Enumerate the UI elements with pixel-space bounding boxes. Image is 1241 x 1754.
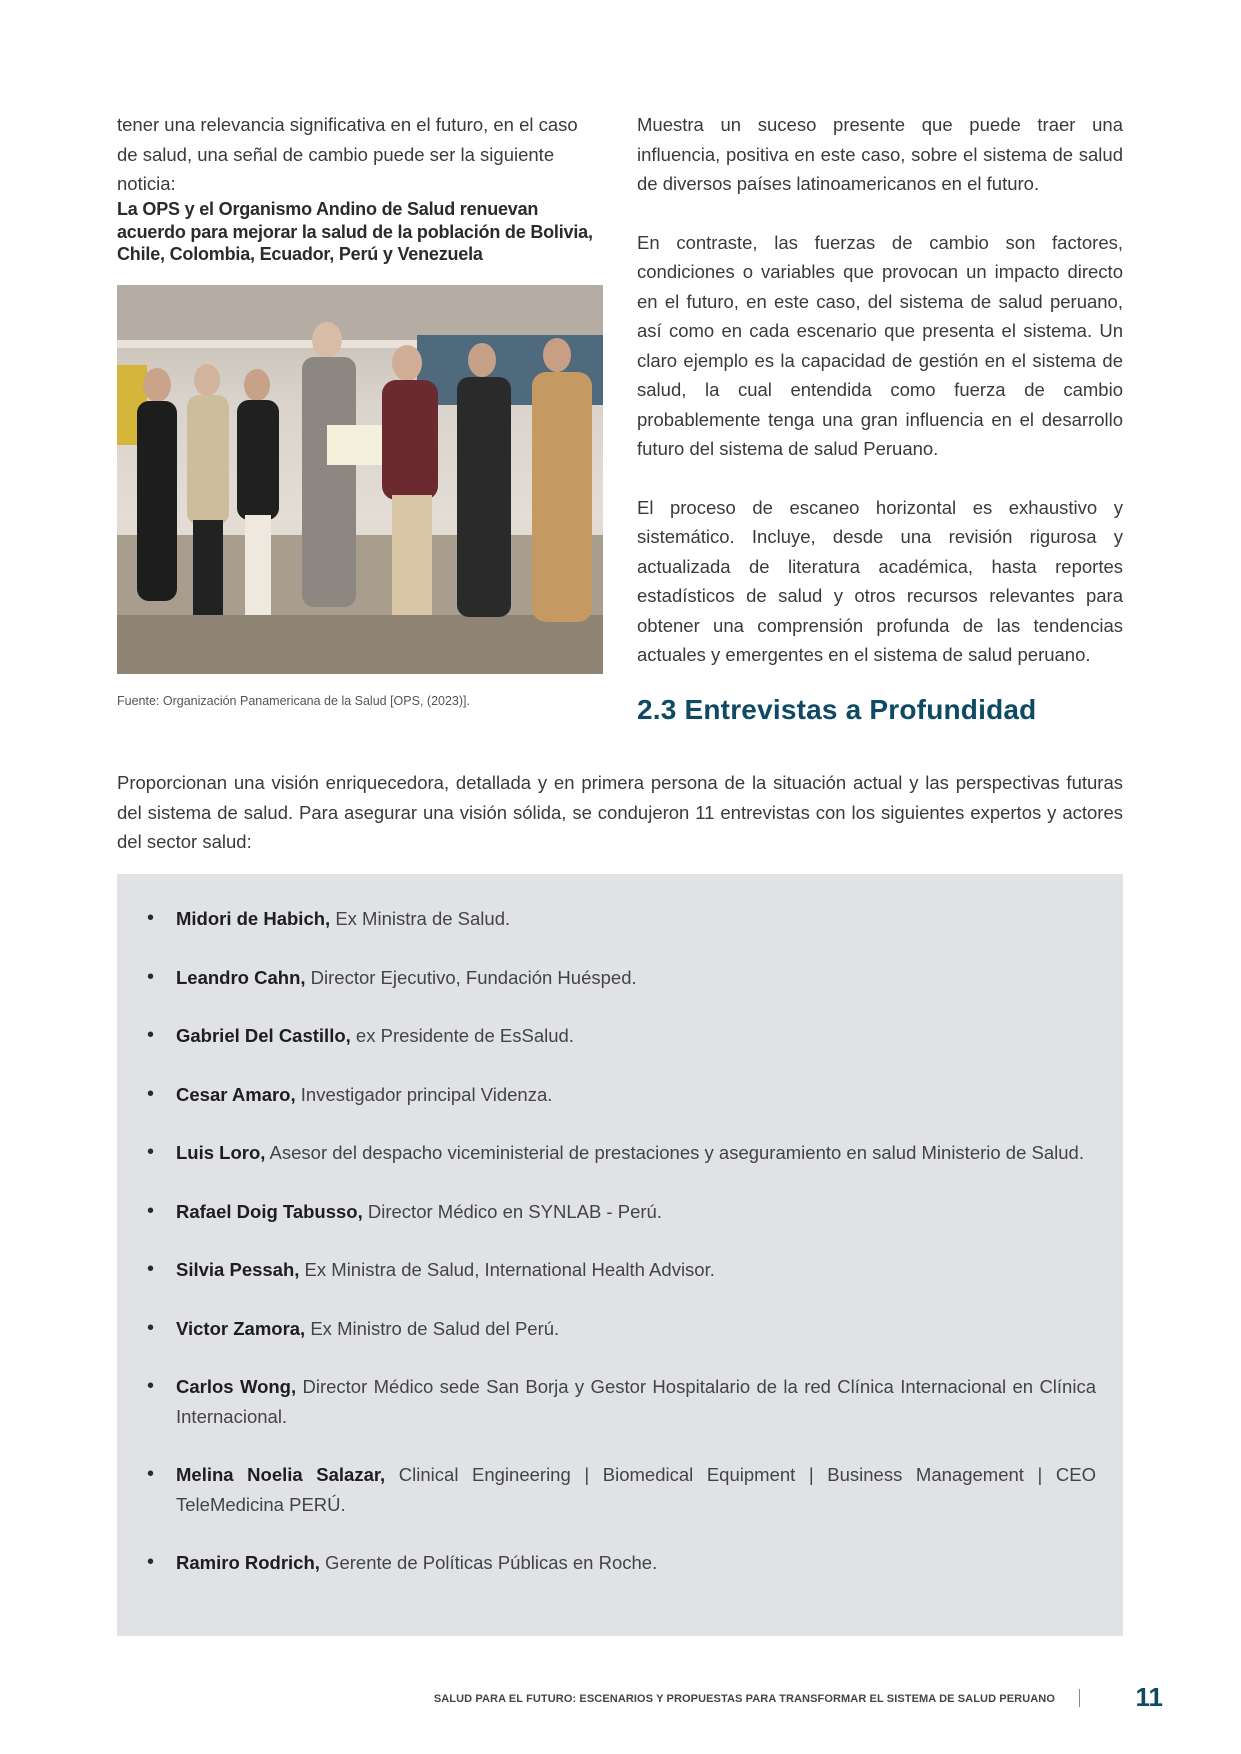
page-number: 11 — [1135, 1682, 1163, 1712]
expert-name: Midori de Habich, — [176, 908, 331, 929]
expert-role: Ex Ministra de Salud, International Health Advisor. — [299, 1259, 715, 1280]
list-item — [176, 1138, 1096, 1168]
expert-role: Gerente de Políticas Públicas en Roche. — [319, 1552, 658, 1573]
list-item — [176, 1314, 1096, 1344]
expert-role: Clinical Engineering | Biomedical Equipment | Business Management | CEO TeleMedicina PERÚ. — [176, 1464, 1097, 1515]
list-item — [176, 1548, 1096, 1578]
section-title: 2.3 Entrevistas a Profundidad — [637, 694, 1037, 725]
section-intro: Proporcionan una visión enriquecedora, detallada y en primera persona de la situación actual y las perspectivas futuras del sistema de salud. Para asegurar una visión sólida, se condujeron 11 entrevistas con los siguientes expertos y actores del sector salud: — [117, 772, 1123, 852]
news-headline: La OPS y el Organismo Andino de Salud renuevan acuerdo para mejorar la salud de la población de Bolivia, Chile, Colombia, Ecuador, Perú y Venezuela — [117, 199, 593, 264]
right-paragraph-3: El proceso de escaneo horizontal es exhaustivo y sistemático. Incluye, desde una revisión rigurosa y actualizada de literatura académica, hasta reportes estadísticos de salud y otros recursos relevantes para obtener una comprensión profunda de las tendencias actuales y emergentes en el sistema de salud peruano. — [637, 496, 1123, 665]
footer-title: SALUD PARA EL FUTURO: ESCENARIOS Y PROPUESTAS PARA TRANSFORMAR EL SISTEMA DE SALUD PERUANO — [433, 1693, 1055, 1705]
expert-name: Cesar Amaro, — [176, 1083, 296, 1105]
expert-name: Melina Noelia Salazar, — [176, 1464, 386, 1485]
expert-name: Silvia Pessah, — [176, 1259, 300, 1280]
footer-divider — [1079, 1689, 1080, 1707]
expert-name: Luis Loro, — [176, 1142, 266, 1163]
news-photo — [117, 285, 603, 674]
expert-name: Ramiro Rodrich, — [176, 1552, 320, 1573]
expert-role: Ex Ministra de Salud. — [330, 908, 511, 929]
right-paragraph-2: En contraste, las fuerzas de cambio son factores, condiciones o variables que provocan un impacto directo en el futuro, en este caso, del sistema de salud peruano, así como en cada escenario que presenta el sistema. Un claro ejemplo es la capacidad de gestión en el sistema de salud, la cual entendida como fuerza de cambio probablemente tenga una gran influencia en el desarrollo futuro del sistema de salud Peruano. — [637, 231, 1123, 459]
list-item — [176, 963, 1096, 993]
list-item — [176, 1460, 1096, 1519]
list-item — [176, 1080, 1096, 1110]
right-column — [637, 110, 1123, 699]
expert-role: Ex Ministro de Salud del Perú. — [305, 1317, 560, 1339]
expert-name: Victor Zamora, — [176, 1317, 306, 1339]
expert-role: Investigador principal Videnza. — [295, 1083, 553, 1105]
experts-list — [117, 874, 1123, 1578]
right-paragraph-1: Muestra un suceso presente que puede traer una influencia, positiva en este caso, sobre el sistema de salud de diversos países latinoamericanos en el futuro. — [637, 114, 1123, 194]
experts-box — [117, 874, 1123, 1636]
expert-role: Asesor del despacho viceministerial de prestaciones y aseguramiento en salud Ministerio de Salud. — [265, 1142, 1084, 1163]
left-lead-paragraph: tener una relevancia significativa en el futuro, en el caso de salud, una señal de cambio puede ser la siguiente noticia: — [117, 114, 578, 194]
expert-name: Carlos Wong, — [176, 1376, 297, 1397]
photo-caption: Fuente: Organización Panamericana de la Salud [OPS, (2023)]. — [117, 694, 470, 708]
photo-illustration — [117, 285, 603, 674]
expert-name: Rafael Doig Tabusso, — [176, 1200, 363, 1222]
expert-role: Director Ejecutivo, Fundación Huésped. — [305, 966, 637, 988]
expert-role: ex Presidente de EsSalud. — [350, 1025, 574, 1046]
list-item — [176, 1372, 1096, 1431]
expert-role: Director Médico sede San Borja y Gestor Hospitalario de la red Clínica Internacional en Clínica Internacional. — [176, 1376, 1096, 1427]
list-item — [176, 904, 1096, 934]
expert-name: Leandro Cahn, — [176, 966, 306, 988]
list-item — [176, 1255, 1096, 1285]
expert-name: Gabriel Del Castillo, — [176, 1025, 351, 1046]
expert-role: Director Médico en SYNLAB - Perú. — [362, 1200, 662, 1222]
left-column — [117, 110, 603, 708]
list-item — [176, 1197, 1096, 1227]
list-item — [176, 1021, 1096, 1051]
page-footer — [430, 1683, 1190, 1713]
